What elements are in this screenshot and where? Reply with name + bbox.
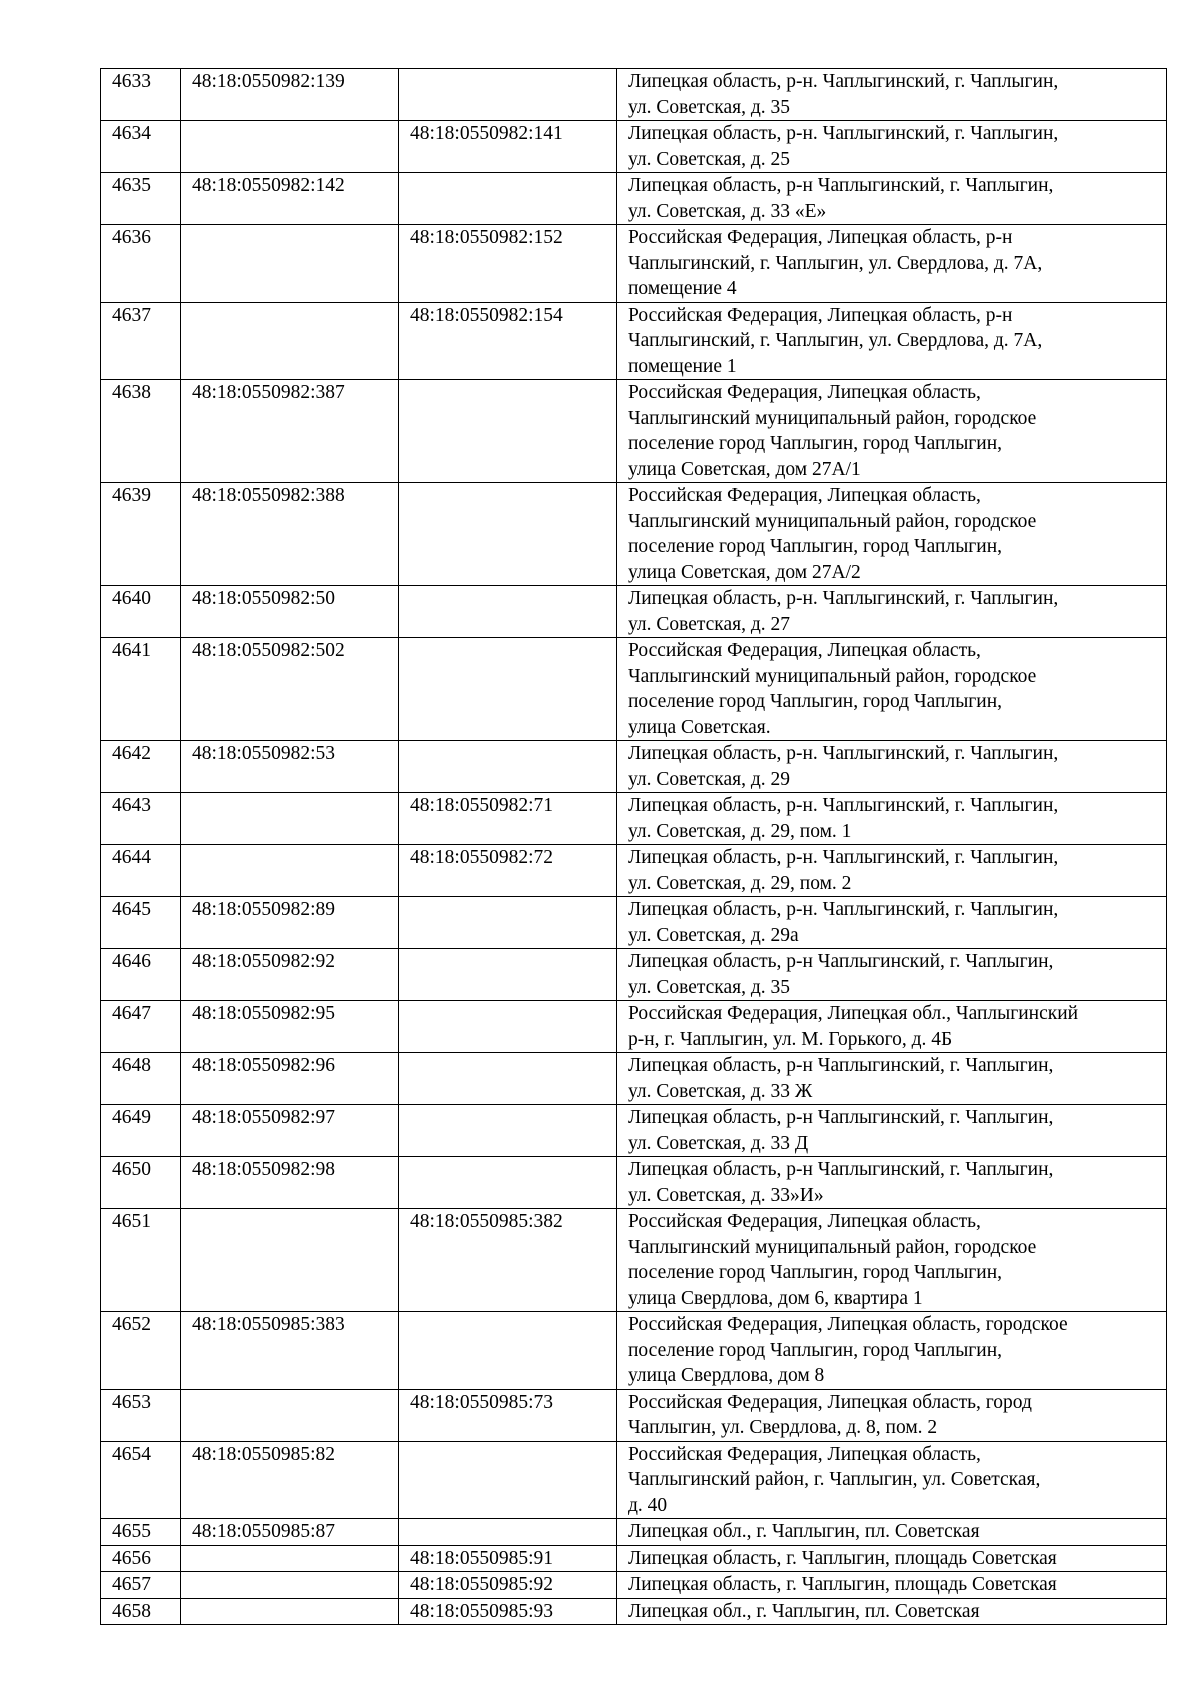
- address-cell: Липецкая область, р-н Чаплыгинский, г. Чаплыгин, ул. Советская, д. 33»И»: [617, 1157, 1167, 1209]
- row-number-cell: 4644: [101, 845, 181, 897]
- address-cell: Липецкая область, р-н. Чаплыгинский, г. Чаплыгин, ул. Советская, д. 29, пом. 1: [617, 793, 1167, 845]
- land-cadastral-number-cell: 48:18:0550982:502: [181, 638, 399, 741]
- land-cadastral-number-cell: [181, 793, 399, 845]
- address-cell: Российская Федерация, Липецкая область, Чаплыгинский муниципальный район, городское поселение город Чаплыгин, город Чаплыгин, улица Советская, дом 27А/1: [617, 380, 1167, 483]
- table-row: [101, 949, 1167, 1001]
- table-row: [101, 302, 1167, 380]
- land-cadastral-number-cell: 48:18:0550985:383: [181, 1312, 399, 1390]
- row-number-cell: 4652: [101, 1312, 181, 1390]
- land-cadastral-number-cell: [181, 1209, 399, 1312]
- address-cell: Липецкая область, р-н. Чаплыгинский, г. Чаплыгин, ул. Советская, д. 27: [617, 586, 1167, 638]
- table-row: [101, 897, 1167, 949]
- table-row: [101, 1105, 1167, 1157]
- object-cadastral-number-cell: [399, 380, 617, 483]
- row-number-cell: 4633: [101, 69, 181, 121]
- address-cell: Российская Федерация, Липецкая область, Чаплыгинский муниципальный район, городское поселение город Чаплыгин, город Чаплыгин, улица Советская, дом 27А/2: [617, 483, 1167, 586]
- land-cadastral-number-cell: 48:18:0550982:387: [181, 380, 399, 483]
- table-row: [101, 225, 1167, 303]
- object-cadastral-number-cell: 48:18:0550982:141: [399, 121, 617, 173]
- object-cadastral-number-cell: [399, 69, 617, 121]
- table-row: [101, 1209, 1167, 1312]
- row-number-cell: 4637: [101, 302, 181, 380]
- land-cadastral-number-cell: [181, 845, 399, 897]
- land-cadastral-number-cell: 48:18:0550982:97: [181, 1105, 399, 1157]
- row-number-cell: 4642: [101, 741, 181, 793]
- land-cadastral-number-cell: 48:18:0550982:89: [181, 897, 399, 949]
- address-cell: Липецкая обл., г. Чаплыгин, пл. Советская: [617, 1598, 1167, 1625]
- object-cadastral-number-cell: [399, 949, 617, 1001]
- row-number-cell: 4636: [101, 225, 181, 303]
- address-cell: Липецкая область, р-н Чаплыгинский, г. Чаплыгин, ул. Советская, д. 35: [617, 949, 1167, 1001]
- row-number-cell: 4658: [101, 1598, 181, 1625]
- table-row: [101, 586, 1167, 638]
- table-row: [101, 1053, 1167, 1105]
- land-cadastral-number-cell: 48:18:0550985:82: [181, 1441, 399, 1519]
- row-number-cell: 4648: [101, 1053, 181, 1105]
- object-cadastral-number-cell: 48:18:0550985:91: [399, 1545, 617, 1572]
- table-row: [101, 1441, 1167, 1519]
- row-number-cell: 4640: [101, 586, 181, 638]
- land-cadastral-number-cell: 48:18:0550982:50: [181, 586, 399, 638]
- row-number-cell: 4656: [101, 1545, 181, 1572]
- land-cadastral-number-cell: 48:18:0550985:87: [181, 1519, 399, 1546]
- row-number-cell: 4634: [101, 121, 181, 173]
- address-cell: Российская Федерация, Липецкая область, р-н Чаплыгинский, г. Чаплыгин, ул. Свердлова, д. 7А, помещение 4: [617, 225, 1167, 303]
- registry-body: [101, 69, 1167, 1625]
- address-cell: Российская Федерация, Липецкая область, Чаплыгинский муниципальный район, городское поселение город Чаплыгин, город Чаплыгин, улица Свердлова, дом 6, квартира 1: [617, 1209, 1167, 1312]
- row-number-cell: 4654: [101, 1441, 181, 1519]
- row-number-cell: 4651: [101, 1209, 181, 1312]
- address-cell: Российская Федерация, Липецкая область, город Чаплыгин, ул. Свердлова, д. 8, пом. 2: [617, 1389, 1167, 1441]
- table-row: [101, 638, 1167, 741]
- object-cadastral-number-cell: 48:18:0550985:73: [399, 1389, 617, 1441]
- registry-table: [100, 68, 1167, 1625]
- row-number-cell: 4650: [101, 1157, 181, 1209]
- address-cell: Российская Федерация, Липецкая область, городское поселение город Чаплыгин, город Чаплыгин, улица Свердлова, дом 8: [617, 1312, 1167, 1390]
- address-cell: Липецкая обл., г. Чаплыгин, пл. Советская: [617, 1519, 1167, 1546]
- row-number-cell: 4641: [101, 638, 181, 741]
- address-cell: Российская Федерация, Липецкая область, Чаплыгинский муниципальный район, городское поселение город Чаплыгин, город Чаплыгин, улица Советская.: [617, 638, 1167, 741]
- object-cadastral-number-cell: 48:18:0550982:72: [399, 845, 617, 897]
- table-row: [101, 741, 1167, 793]
- address-cell: Липецкая область, р-н. Чаплыгинский, г. Чаплыгин, ул. Советская, д. 35: [617, 69, 1167, 121]
- table-row: [101, 483, 1167, 586]
- row-number-cell: 4638: [101, 380, 181, 483]
- object-cadastral-number-cell: [399, 1105, 617, 1157]
- object-cadastral-number-cell: [399, 638, 617, 741]
- object-cadastral-number-cell: [399, 173, 617, 225]
- land-cadastral-number-cell: [181, 302, 399, 380]
- object-cadastral-number-cell: 48:18:0550982:152: [399, 225, 617, 303]
- land-cadastral-number-cell: [181, 1545, 399, 1572]
- land-cadastral-number-cell: [181, 1598, 399, 1625]
- object-cadastral-number-cell: 48:18:0550982:154: [399, 302, 617, 380]
- table-row: [101, 1572, 1167, 1599]
- address-cell: Липецкая область, р-н. Чаплыгинский, г. Чаплыгин, ул. Советская, д. 29: [617, 741, 1167, 793]
- object-cadastral-number-cell: [399, 586, 617, 638]
- object-cadastral-number-cell: [399, 1441, 617, 1519]
- address-cell: Липецкая область, р-н. Чаплыгинский, г. Чаплыгин, ул. Советская, д. 29а: [617, 897, 1167, 949]
- object-cadastral-number-cell: [399, 1001, 617, 1053]
- land-cadastral-number-cell: [181, 1389, 399, 1441]
- address-cell: Липецкая область, р-н Чаплыгинский, г. Чаплыгин, ул. Советская, д. 33 Ж: [617, 1053, 1167, 1105]
- object-cadastral-number-cell: 48:18:0550985:382: [399, 1209, 617, 1312]
- address-cell: Липецкая область, р-н Чаплыгинский, г. Чаплыгин, ул. Советская, д. 33 «Е»: [617, 173, 1167, 225]
- table-row: [101, 121, 1167, 173]
- address-cell: Российская Федерация, Липецкая обл., Чаплыгинский р-н, г. Чаплыгин, ул. М. Горького, д. 4Б: [617, 1001, 1167, 1053]
- object-cadastral-number-cell: [399, 1312, 617, 1390]
- land-cadastral-number-cell: 48:18:0550982:96: [181, 1053, 399, 1105]
- address-cell: Российская Федерация, Липецкая область, Чаплыгинский район, г. Чаплыгин, ул. Советская, д. 40: [617, 1441, 1167, 1519]
- table-row: [101, 1545, 1167, 1572]
- object-cadastral-number-cell: [399, 741, 617, 793]
- address-cell: Липецкая область, р-н Чаплыгинский, г. Чаплыгин, ул. Советская, д. 33 Д: [617, 1105, 1167, 1157]
- table-row: [101, 1519, 1167, 1546]
- row-number-cell: 4655: [101, 1519, 181, 1546]
- object-cadastral-number-cell: [399, 1053, 617, 1105]
- table-row: [101, 1157, 1167, 1209]
- row-number-cell: 4639: [101, 483, 181, 586]
- table-row: [101, 845, 1167, 897]
- row-number-cell: 4653: [101, 1389, 181, 1441]
- table-row: [101, 1001, 1167, 1053]
- table-row: [101, 1312, 1167, 1390]
- address-cell: Липецкая область, г. Чаплыгин, площадь Советская: [617, 1572, 1167, 1599]
- address-cell: Липецкая область, р-н. Чаплыгинский, г. Чаплыгин, ул. Советская, д. 29, пом. 2: [617, 845, 1167, 897]
- object-cadastral-number-cell: [399, 1157, 617, 1209]
- land-cadastral-number-cell: 48:18:0550982:139: [181, 69, 399, 121]
- land-cadastral-number-cell: [181, 1572, 399, 1599]
- row-number-cell: 4646: [101, 949, 181, 1001]
- row-number-cell: 4657: [101, 1572, 181, 1599]
- object-cadastral-number-cell: [399, 897, 617, 949]
- land-cadastral-number-cell: [181, 121, 399, 173]
- row-number-cell: 4635: [101, 173, 181, 225]
- table-row: [101, 173, 1167, 225]
- land-cadastral-number-cell: 48:18:0550982:53: [181, 741, 399, 793]
- address-cell: Липецкая область, г. Чаплыгин, площадь Советская: [617, 1545, 1167, 1572]
- row-number-cell: 4645: [101, 897, 181, 949]
- object-cadastral-number-cell: [399, 1519, 617, 1546]
- document-page: [100, 68, 1166, 1625]
- object-cadastral-number-cell: 48:18:0550985:93: [399, 1598, 617, 1625]
- object-cadastral-number-cell: 48:18:0550985:92: [399, 1572, 617, 1599]
- land-cadastral-number-cell: 48:18:0550982:142: [181, 173, 399, 225]
- table-row: [101, 380, 1167, 483]
- row-number-cell: 4647: [101, 1001, 181, 1053]
- object-cadastral-number-cell: [399, 483, 617, 586]
- land-cadastral-number-cell: [181, 225, 399, 303]
- table-row: [101, 1598, 1167, 1625]
- land-cadastral-number-cell: 48:18:0550982:388: [181, 483, 399, 586]
- land-cadastral-number-cell: 48:18:0550982:92: [181, 949, 399, 1001]
- table-row: [101, 793, 1167, 845]
- table-row: [101, 69, 1167, 121]
- row-number-cell: 4643: [101, 793, 181, 845]
- object-cadastral-number-cell: 48:18:0550982:71: [399, 793, 617, 845]
- row-number-cell: 4649: [101, 1105, 181, 1157]
- address-cell: Липецкая область, р-н. Чаплыгинский, г. Чаплыгин, ул. Советская, д. 25: [617, 121, 1167, 173]
- land-cadastral-number-cell: 48:18:0550982:98: [181, 1157, 399, 1209]
- table-row: [101, 1389, 1167, 1441]
- address-cell: Российская Федерация, Липецкая область, р-н Чаплыгинский, г. Чаплыгин, ул. Свердлова, д. 7А, помещение 1: [617, 302, 1167, 380]
- land-cadastral-number-cell: 48:18:0550982:95: [181, 1001, 399, 1053]
